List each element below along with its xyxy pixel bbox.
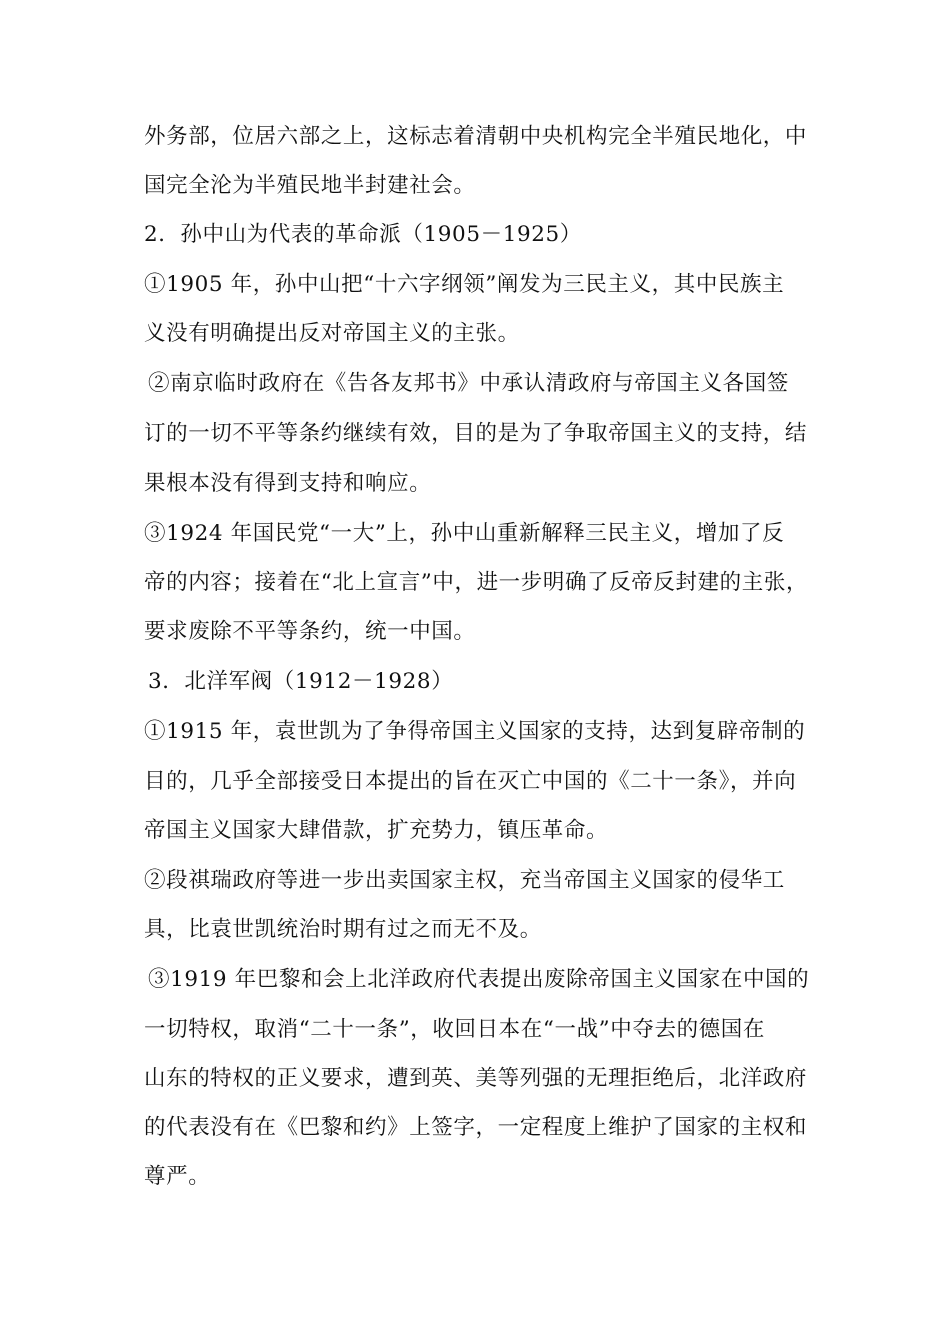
text-line-11: 要求废除不平等条约，统一中国。 [144,619,476,644]
text-line-9: ③1924 年国民党“一大”上，孙中山重新解释三民主义，增加了反 [144,521,785,546]
text-line-14: 目的，几乎全部接受日本提出的旨在灭亡中国的《二十一条》，并向 [144,769,797,794]
text-line-19: 一切特权，取消“二十一条”，收回日本在“一战”中夺去的德国在 [144,1017,765,1042]
text-line-10: 帝的内容；接着在“北上宣言”中，进一步明确了反帝反封建的主张， [144,570,809,595]
text-line-5: 义没有明确提出反对帝国主义的主张。 [144,321,520,346]
text-line-2: 国完全沦为半殖民地半封建社会。 [144,173,476,198]
text-line-13: ①1915 年，袁世凯为了争得帝国主义国家的支持，达到复辟帝制的 [144,719,806,744]
text-line-15: 帝国主义国家大肆借款，扩充势力，镇压革命。 [144,818,609,843]
text-line-18: ③1919 年巴黎和会上北洋政府代表提出废除帝国主义国家在中国的 [148,967,810,992]
text-line-16: ②段祺瑞政府等进一步出卖国家主权，充当帝国主义国家的侵华工 [144,868,785,893]
text-line-6: ②南京临时政府在《告各友邦书》中承认清政府与帝国主义各国签 [148,371,789,396]
text-line-17: 具，比袁世凯统治时期有过之而无不及。 [144,917,542,942]
text-line-22: 尊严。 [144,1164,211,1189]
text-line-20: 山东的特权的正义要求，遭到英、美等列强的无理拒绝后，北洋政府 [144,1066,808,1091]
text-line-1: 外务部，位居六部之上，这标志着清朝中央机构完全半殖民地化，中 [144,124,808,149]
text-line-8: 果根本没有得到支持和响应。 [144,471,432,496]
text-line-21: 的代表没有在《巴黎和约》上签字，一定程度上维护了国家的主权和 [144,1115,808,1140]
text-line-4: ①1905 年，孙中山把“十六字纲领”阐发为三民主义，其中民族主 [144,272,785,297]
text-line-7: 订的一切不平等条约继续有效，目的是为了争取帝国主义的支持，结 [144,421,808,446]
section-heading-2: 2．孙中山为代表的革命派（1905－1925） [144,222,582,247]
section-heading-3: 3．北洋军阀（1912－1928） [148,669,454,694]
